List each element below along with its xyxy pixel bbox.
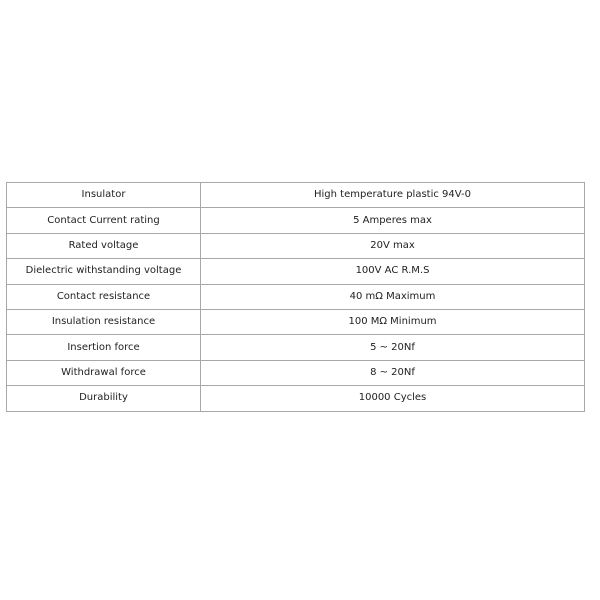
spec-label: Contact Current rating	[7, 208, 201, 233]
spec-value: 100V AC R.M.S	[201, 259, 585, 284]
table-row	[7, 208, 585, 233]
spec-value: 20V max	[201, 233, 585, 258]
spec-label: Insulation resistance	[7, 309, 201, 334]
table-row	[7, 183, 585, 208]
spec-value: 40 mΩ Maximum	[201, 284, 585, 309]
spec-label: Insertion force	[7, 335, 201, 360]
spec-label: Withdrawal force	[7, 360, 201, 385]
table-row	[7, 309, 585, 334]
spec-value: 5 ~ 20Nf	[201, 335, 585, 360]
spec-value: 8 ~ 20Nf	[201, 360, 585, 385]
spec-value: 100 MΩ Minimum	[201, 309, 585, 334]
spec-label: Insulator	[7, 183, 201, 208]
spec-value: 10000 Cycles	[201, 386, 585, 411]
spec-label: Dielectric withstanding voltage	[7, 259, 201, 284]
table-row	[7, 360, 585, 385]
table-row	[7, 386, 585, 411]
spec-label: Durability	[7, 386, 201, 411]
table-row	[7, 284, 585, 309]
table-row	[7, 335, 585, 360]
specification-table	[6, 182, 585, 412]
spec-value: High temperature plastic 94V-0	[201, 183, 585, 208]
table-row	[7, 233, 585, 258]
spec-label: Contact resistance	[7, 284, 201, 309]
table-row	[7, 259, 585, 284]
spec-label: Rated voltage	[7, 233, 201, 258]
spec-value: 5 Amperes max	[201, 208, 585, 233]
